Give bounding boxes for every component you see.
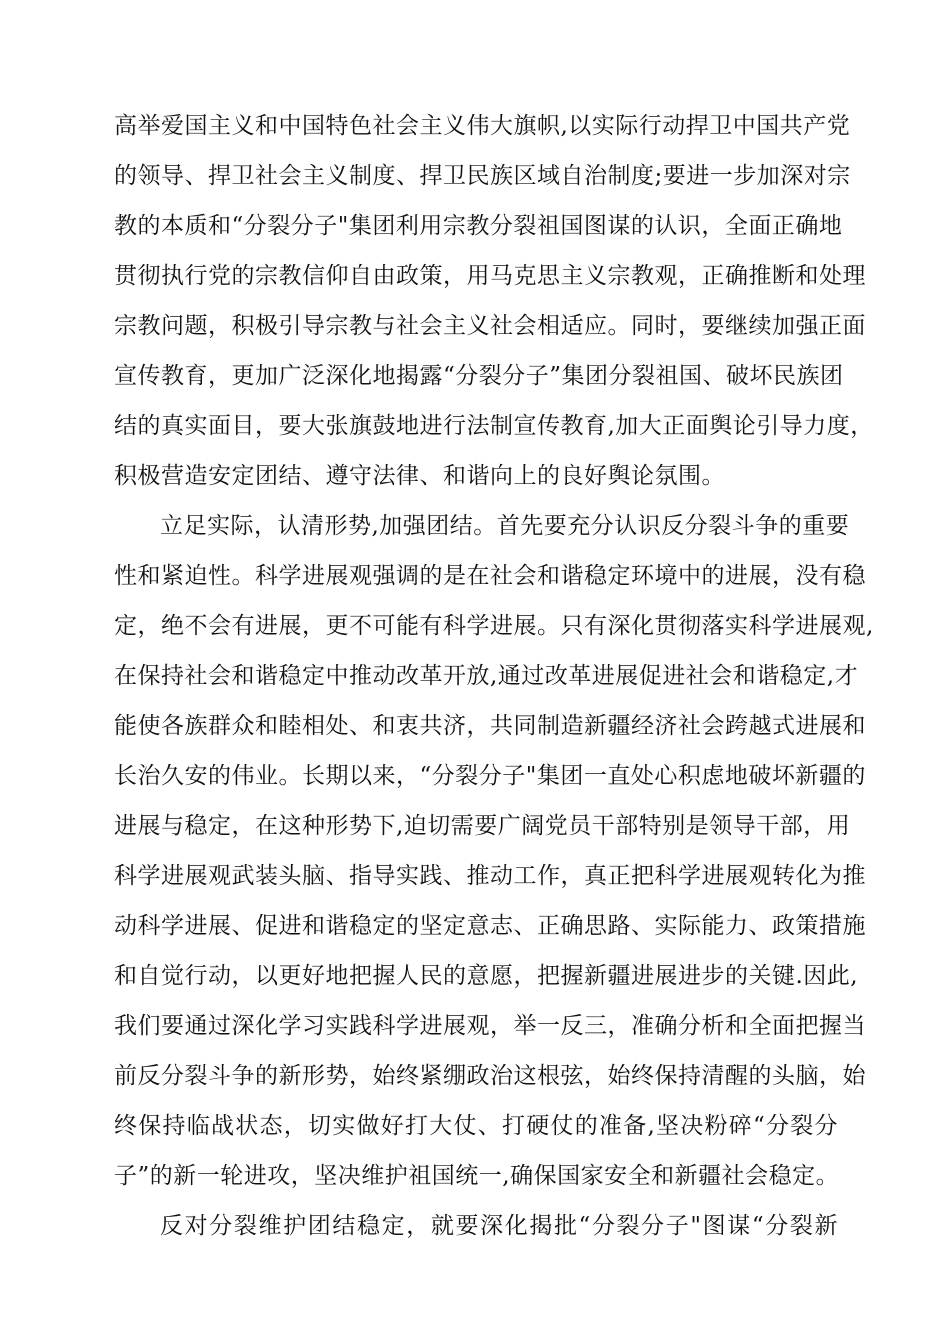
text-line: 立足实际，认清形势,加强团结。首先要充分认识反分裂斗争的重要 xyxy=(160,513,850,539)
text-line: 宗教问题，积极引导宗教与社会主义社会相适应。同时，要继续加强正面 xyxy=(114,313,866,339)
text-line: 高举爱国主义和中国特色社会主义伟大旗帜,以实际行动捍卫中国共产党 xyxy=(114,113,851,139)
text-line: 在保持社会和谐稳定中推动改革开放,通过改革进展促进社会和谐稳定,才 xyxy=(114,663,859,689)
text-line: 性和紧迫性。科学进展观强调的是在社会和谐稳定环境中的进展，没有稳 xyxy=(114,563,866,589)
text-line: 和自觉行动，以更好地把握人民的意愿，把握新疆进展进步的关键.因此, xyxy=(114,963,859,989)
text-line: 积极营造安定团结、遵守法律、和谐向上的良好舆论氛围。 xyxy=(114,463,725,489)
text-line: 结的真实面目，要大张旗鼓地进行法制宣传教育,加大正面舆论引导力度， xyxy=(114,413,874,439)
text-line: 前反分裂斗争的新形势，始终紧绷政治这根弦，始终保持清醒的头脑，始 xyxy=(114,1063,866,1089)
text-line: 反对分裂维护团结稳定，就要深化揭批“分裂分子"图谋“分裂新 xyxy=(160,1213,838,1239)
text-line: 教的本质和“分裂分子"集团利用宗教分裂祖国图谋的认识，全面正确地 xyxy=(114,213,843,239)
text-line: 我们要通过深化学习实践科学进展观，举一反三，准确分析和全面把握当 xyxy=(114,1013,866,1039)
text-line: 长治久安的伟业。长期以来，“分裂分子"集团一直处心积虑地破坏新疆的 xyxy=(114,763,866,789)
text-line: 子”的新一轮进攻，坚决维护祖国统一,确保国家安全和新疆社会稳定。 xyxy=(114,1163,840,1189)
text-line: 的领导、捍卫社会主义制度、捍卫民族区域自治制度;要进一步加深对宗 xyxy=(114,163,851,189)
text-line: 动科学进展、促进和谐稳定的坚定意志、正确思路、实际能力、政策措施 xyxy=(114,913,866,939)
text-line: 贯彻执行党的宗教信仰自由政策，用马克思主义宗教观，正确推断和处理 xyxy=(114,263,866,289)
text-line: 科学进展观武装头脑、指导实践、推动工作，真正把科学进展观转化为推 xyxy=(114,863,866,889)
text-line: 能使各族群众和睦相处、和衷共济，共同制造新疆经济社会跨越式进展和 xyxy=(114,713,866,739)
text-line: 终保持临战状态，切实做好打大仗、打硬仗的准备,坚决粉碎“分裂分 xyxy=(114,1113,838,1139)
text-line: 宣传教育，更加广泛深化地揭露“分裂分子”集团分裂祖国、破坏民族团 xyxy=(114,363,844,389)
text-line: 进展与稳定，在这种形势下,迫切需要广阔党员干部特别是领导干部，用 xyxy=(114,813,851,839)
text-line: 定，绝不会有进展，更不可能有科学进展。只有深化贯彻落实科学进展观, xyxy=(114,613,874,639)
